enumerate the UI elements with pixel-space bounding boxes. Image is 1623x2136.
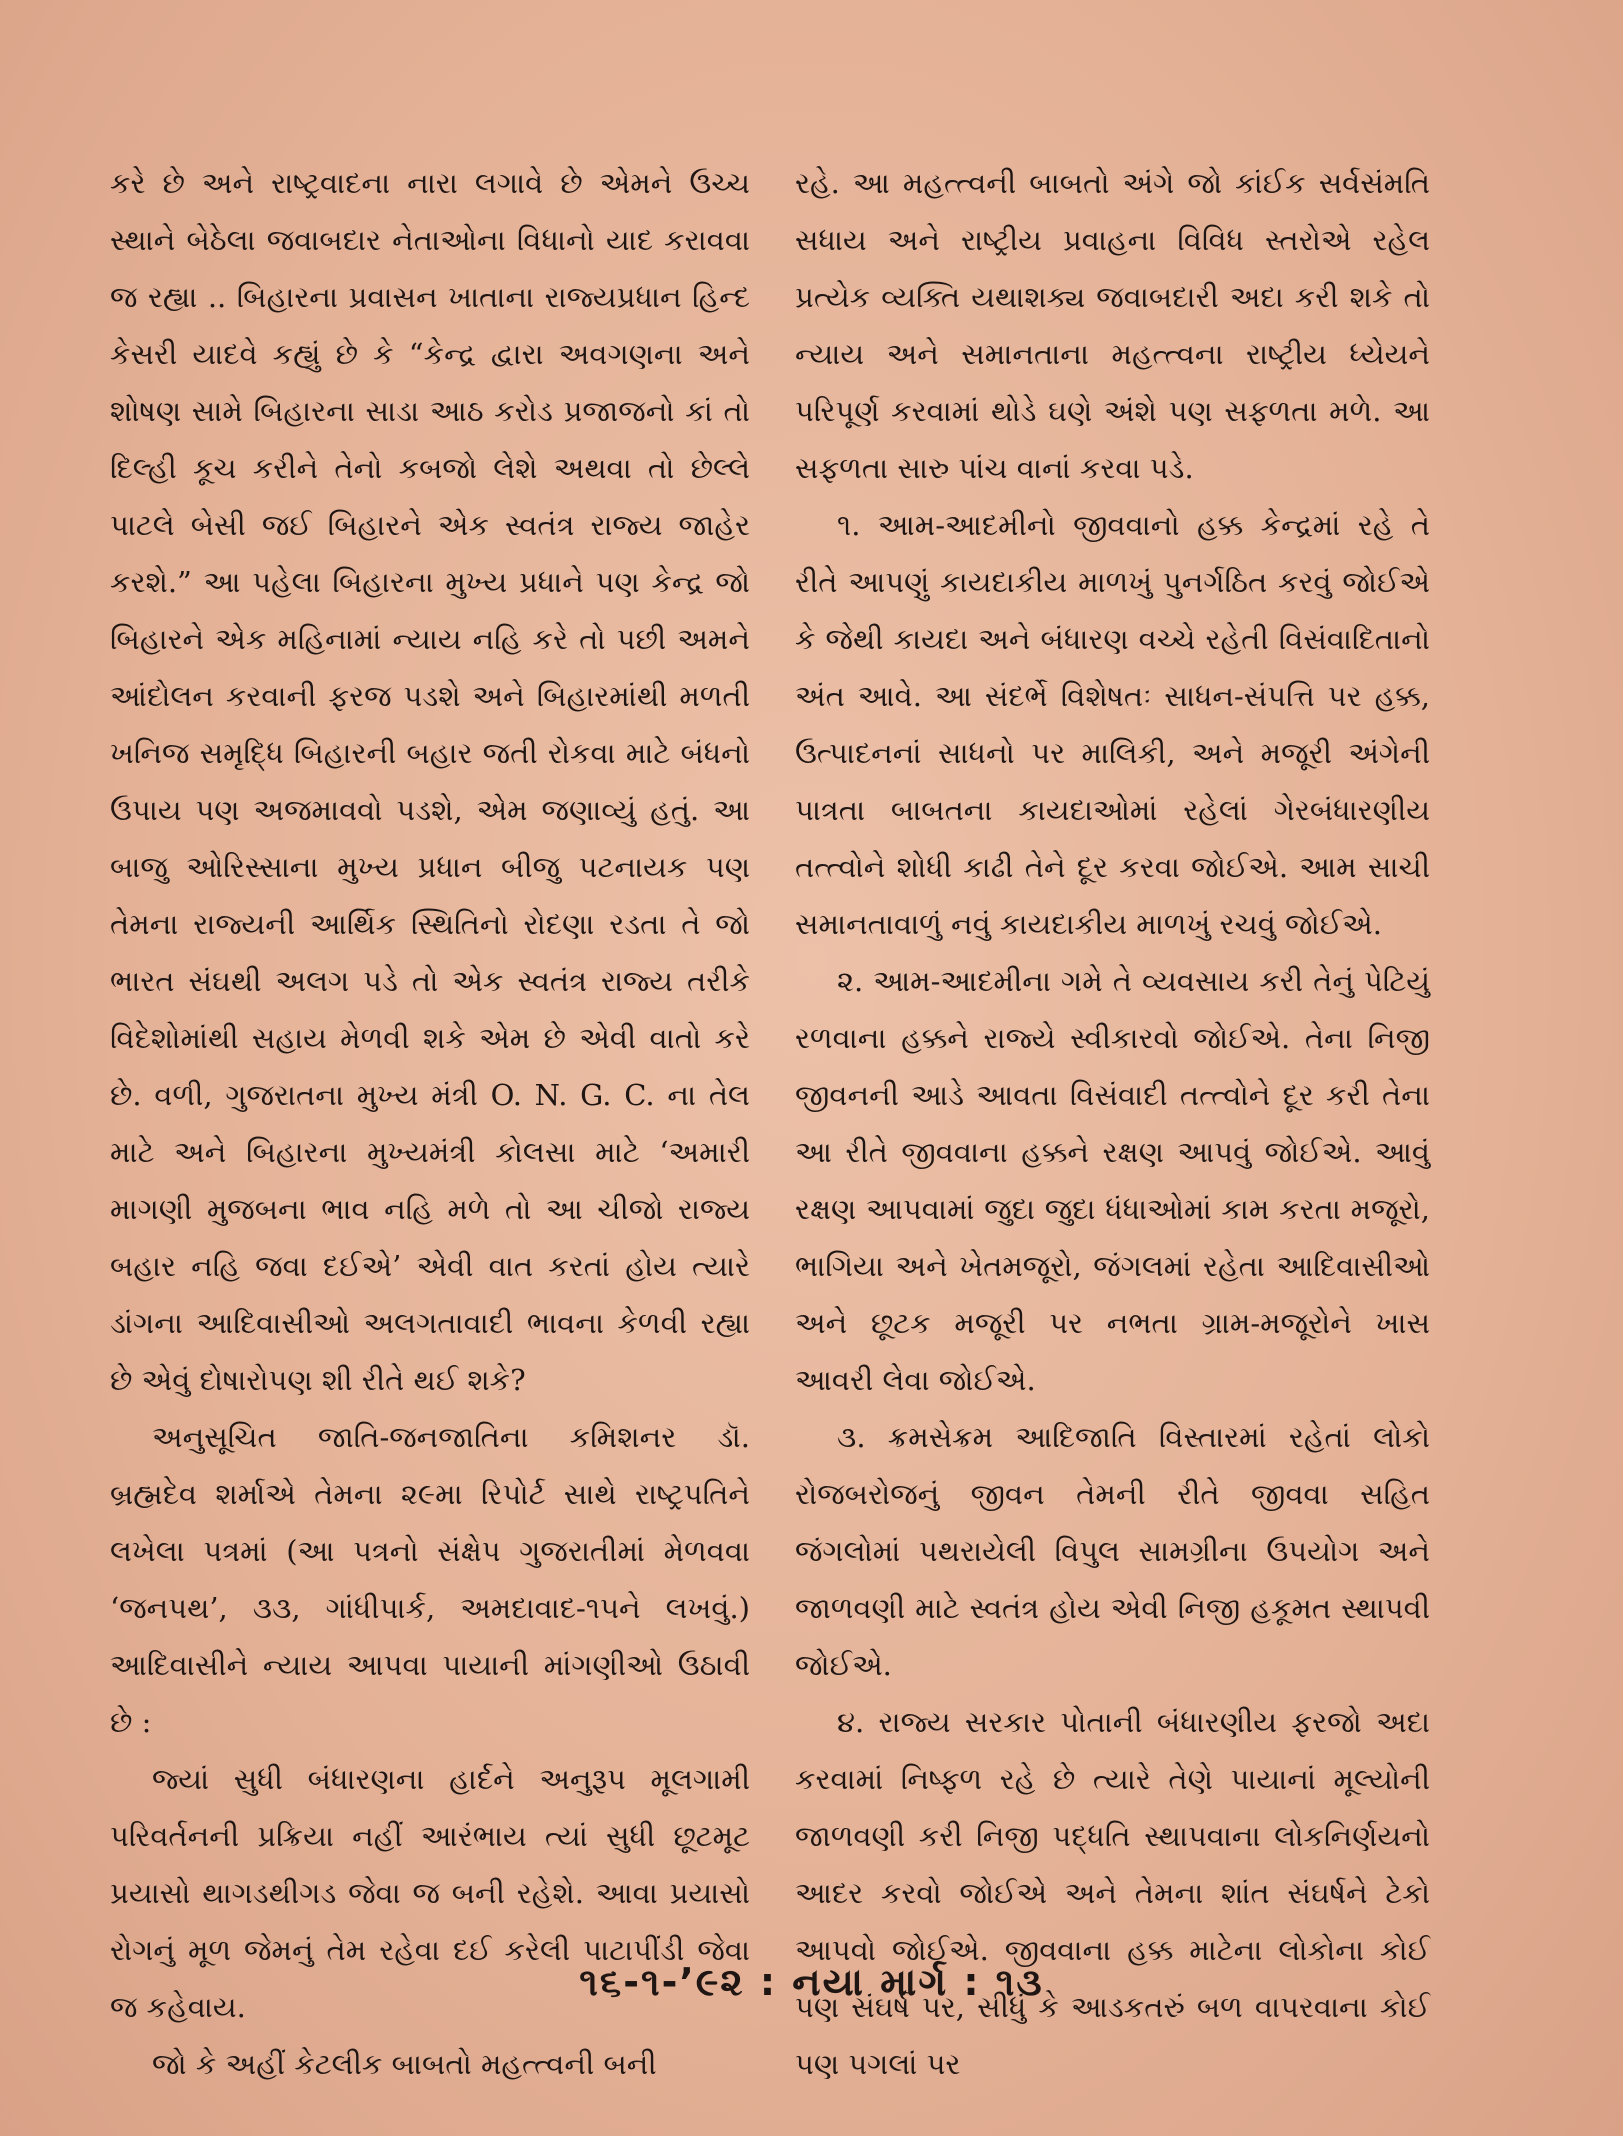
right-paragraph-2: ૧. આમ-આદમીનો જીવવાનો હક્ક કેન્દ્રમાં રહે તે રીતે આપણું કાયદાકીય માળખું પુનર્ગઠિત કરવું જોઈએ કે જેથી કાયદા અને બંધારણ વચ્ચે રહેતી વિસંવાદિતાનો અંત આવે. આ સંદર્ભે વિશેષતઃ સાધન-સંપત્તિ પર હક્ક, ઉત્પાદનનાં સાધનો પર માલિકી, અને મજૂરી અંગેની પાત્રતા બાબતના કાયદાઓમાં રહેલાં ગેરબંધારણીય તત્ત્વોને શોધી કાઢી તેને દૂર કરવા જોઈએ. આમ સાચી સમાનતાવાળું નવું કાયદાકીય માળખું રચવું જોઈએ. bbox=[795, 508, 1430, 941]
left-paragraph-3: જ્યાં સુધી બંધારણના હાર્દને અનુરૂપ મૂલગામી પરિવર્તનની પ્રક્રિયા નહીં આરંભાય ત્યાં સુધી છૂટમૂટ પ્રયાસો થાગડથીગડ જેવા જ બની રહેશે. આવા પ્રયાસો રોગનું મૂળ જેમનું તેમ રહેવા દઈ કરેલી પાટાપીંડી જેવા જ કહેવાય. bbox=[110, 1762, 750, 2024]
right-paragraph-3: ૨. આમ-આદમીના ગમે તે વ્યવસાય કરી તેનું પેટિયું રળવાના હક્કને રાજ્યે સ્વીકારવો જોઈએ. તેના નિજી જીવનની આડે આવતા વિસંવાદી તત્ત્વોને દૂર કરી તેના આ રીતે જીવવાના હક્કને રક્ષણ આપવું જોઈએ. આવું રક્ષણ આપવામાં જુદા જુદા ધંધાઓમાં કામ કરતા મજૂરો, ભાગિયા અને ખેતમજૂરો, જંગલમાં રહેતા આદિવાસીઓ અને છૂટક મજૂરી પર નભતા ગ્રામ-મજૂરોને ખાસ આવરી લેવા જોઈએ. bbox=[795, 964, 1430, 1397]
right-paragraph-5: ૪. રાજ્ય સરકાર પોતાની બંધારણીય ફરજો અદા કરવામાં નિષ્ફળ રહે છે ત્યારે તેણે પાયાનાં મૂલ્યોની જાળવણી કરી નિજી પદ્ધતિ સ્થાપવાના લોકનિર્ણયનો આદર કરવો જોઈએ અને તેમના શાંત સંઘર્ષને ટેકો આપવો જોઈએ. જીવવાના હક્ક માટેના લોકોના કોઈ પણ સંઘર્ષ પર, સીધું કે આડકતરું બળ વાપરવાના કોઈ પણ પગલાં પર bbox=[795, 1705, 1430, 2081]
left-paragraph-1: કરે છે અને રાષ્ટ્રવાદના નારા લગાવે છે એમને ઉચ્ચ સ્થાને બેઠેલા જવાબદાર નેતાઓના વિધાનો યાદ કરાવવા જ રહ્યા .. બિહારના પ્રવાસન ખાતાના રાજ્યપ્રધાન હિન્દ કેસરી યાદવે કહ્યું છે કે “કેન્દ્ર દ્વારા અવગણના અને શોષણ સામે બિહારના સાડા આઠ કરોડ પ્રજાજનો કાં તો દિલ્હી કૂચ કરીને તેનો કબજો લેશે અથવા તો છેલ્લે પાટલે બેસી જઈ બિહારને એક સ્વતંત્ર રાજ્ય જાહેર કરશે.” આ પહેલા બિહારના મુખ્ય પ્રધાને પણ કેન્દ્ર જો બિહારને એક મહિનામાં ન્યાય નહિ કરે તો પછી અમને આંદોલન કરવાની ફરજ પડશે અને બિહારમાંથી મળતી ખનિજ સમૃદ્ધિ બિહારની બહાર જતી રોકવા માટે બંધનો ઉપાય પણ અજમાવવો પડશે, એમ જણાવ્યું હતું. આ બાજુ ઓરિસ્સાના મુખ્ય પ્રધાન બીજુ પટનાયક પણ તેમના રાજ્યની આર્થિક સ્થિતિનો રોદણા રડતા તે જો ભારત સંઘથી અલગ પડે તો એક સ્વતંત્ર રાજ્ય તરીકે વિદેશોમાંથી સહાય મેળવી શકે એમ છે એવી વાતો કરે છે. વળી, ગુજરાતના મુખ્ય મંત્રી O. N. G. C. ના તેલ માટે અને બિહારના મુખ્યમંત્રી કોલસા માટે ‘અમારી માગણી મુજબના ભાવ નહિ મળે તો આ ચીજો રાજ્ય બહાર નહિ જવા દઈએ’ એવી વાત કરતાં હોય ત્યારે ડાંગના આદિવાસીઓ અલગતાવાદી ભાવના કેળવી રહ્યા છે એવું દોષારોપણ શી રીતે થઈ શકે? bbox=[110, 166, 750, 1397]
left-paragraph-4: જો કે અહીં કેટલીક બાબતો મહત્ત્વની બની bbox=[152, 2047, 657, 2081]
page-footer: ૧૬-૧-’૯૨ : નયા માર્ગ : ૧૩ bbox=[579, 1960, 1044, 2004]
right-paragraph-4: ૩. ક્રમસેક્રમ આદિજાતિ વિસ્તારમાં રહેતાં લોકો રોજબરોજનું જીવન તેમની રીતે જીવવા સહિત જંગલોમાં પથરાયેલી વિપુલ સામગ્રીના ઉપયોગ અને જાળવણી માટે સ્વતંત્ર હોય એવી નિજી હકૂમત સ્થાપવી જોઈએ. bbox=[795, 1420, 1430, 1682]
right-column bbox=[795, 155, 1430, 2093]
left-column bbox=[110, 155, 750, 2093]
right-paragraph-1: રહે. આ મહત્ત્વની બાબતો અંગે જો કાંઈક સર્વસંમતિ સધાય અને રાષ્ટ્રીય પ્રવાહના વિવિધ સ્તરોએ રહેલ પ્રત્યેક વ્યક્તિ યથાશક્ય જવાબદારી અદા કરી શકે તો ન્યાય અને સમાનતાના મહત્ત્વના રાષ્ટ્રીય ધ્યેયને પરિપૂર્ણ કરવામાં થોડે ઘણે અંશે પણ સફળતા મળે. આ સફળતા સારુ પાંચ વાનાં કરવા પડે. bbox=[795, 166, 1430, 485]
left-paragraph-2: અનુસૂચિત જાતિ-જનજાતિના કમિશનર ડૉ. બ્રહ્મદેવ શર્માએ તેમના ૨૯મા રિપોર્ટ સાથે રાષ્ટ્રપતિને લખેલા પત્રમાં (આ પત્રનો સંક્ષેપ ગુજરાતીમાં મેળવવા ‘જનપથ’, ૩૩, ગાંધીપાર્ક, અમદાવાદ-૧૫ને લખવું.) આદિવાસીને ન્યાય આપવા પાયાની માંગણીઓ ઉઠાવી છે : bbox=[110, 1420, 750, 1739]
